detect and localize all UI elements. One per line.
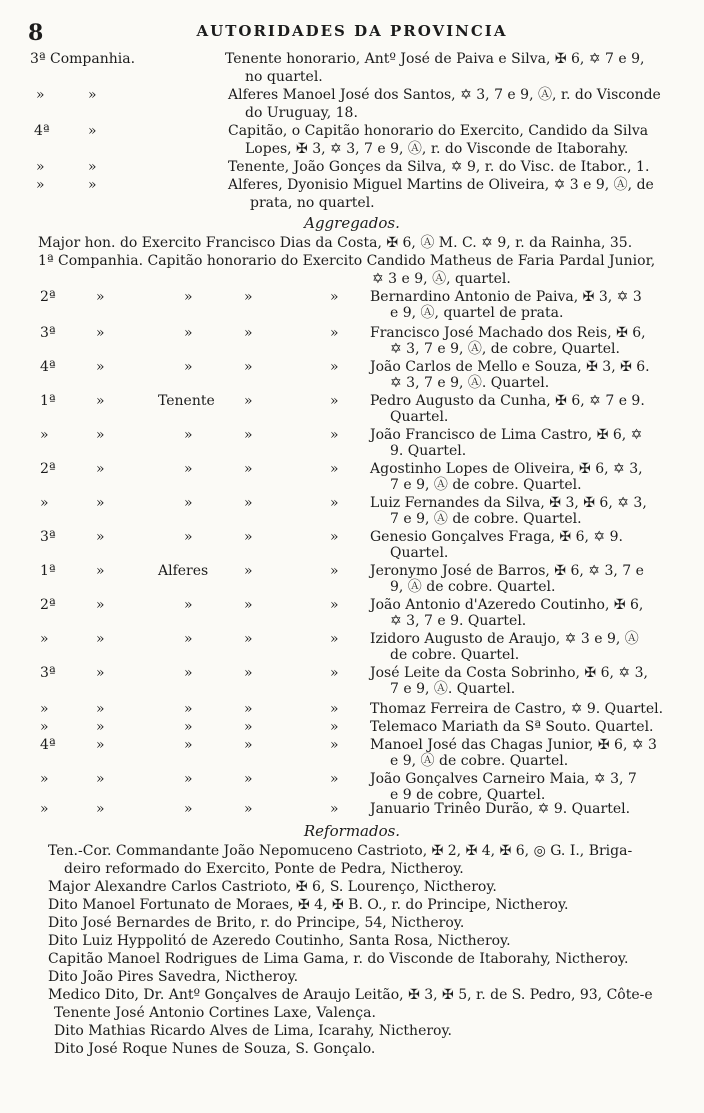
company-label: »: [36, 87, 45, 103]
company-label: »: [36, 177, 45, 193]
text-line: [0, 442, 704, 460]
ditto-mark: »: [244, 289, 253, 305]
entry-text: Thomaz Ferreira de Castro, ✡ 9. Quartel.: [370, 701, 664, 717]
text-line: [0, 176, 704, 194]
text-line: [0, 68, 704, 86]
ditto-mark: »: [96, 495, 105, 511]
entry-text: Major hon. do Exercito Francisco Dias da Costa, ✠ 6, Ⓐ M. C. ✡ 9, r. da Rainha, 35.: [38, 235, 633, 251]
ditto-mark: »: [184, 771, 193, 787]
ditto-mark: »: [244, 737, 253, 753]
entry-continuation: e 9 de cobre, Quartel.: [390, 787, 546, 803]
ditto-mark: »: [96, 427, 105, 443]
ditto-mark: »: [96, 289, 105, 305]
company-label: »: [40, 495, 49, 511]
entry-text: Telemaco Mariath da Sª Souto. Quartel.: [370, 719, 654, 735]
text-line: [0, 86, 704, 104]
ditto-mark: »: [88, 159, 97, 175]
text-line: [0, 234, 704, 252]
table-row: [0, 700, 704, 718]
text-line: [0, 252, 704, 270]
entry-text: Capitão, o Capitão honorario do Exercito, Candido da Silva: [228, 123, 649, 139]
entry-continuation: Lopes, ✠ 3, ✡ 3, 7 e 9, Ⓐ, r. do Visconde de Itaborahy.: [245, 141, 629, 157]
entry-text: Genesio Gonçalves Fraga, ✠ 6, ✡ 9.: [370, 529, 623, 545]
ditto-mark: »: [96, 801, 105, 817]
entry-continuation: 7 e 9, Ⓐ. Quartel.: [390, 681, 516, 697]
company-label: »: [40, 701, 49, 717]
ditto-mark: »: [184, 801, 193, 817]
text-line: [0, 860, 704, 878]
ditto-mark: »: [244, 631, 253, 647]
ditto-mark: »: [96, 563, 105, 579]
ditto-mark: »: [330, 289, 339, 305]
rank-label: Alferes: [158, 563, 209, 579]
text-line: [0, 194, 704, 212]
text-line: [0, 646, 704, 664]
text-line: [0, 896, 704, 914]
section-heading-aggregados: Aggregados.: [304, 214, 400, 232]
entry-text: João Carlos de Mello e Souza, ✠ 3, ✠ 6.: [370, 359, 650, 375]
ditto-mark: »: [244, 665, 253, 681]
ditto-mark: »: [330, 801, 339, 817]
entry-text: Bernardino Antonio de Paiva, ✠ 3, ✡ 3: [370, 289, 642, 305]
text-line: [0, 270, 704, 288]
ditto-mark: »: [184, 495, 193, 511]
ditto-mark: »: [96, 631, 105, 647]
company-label: 2ª: [40, 289, 56, 305]
entry-continuation: 9, Ⓐ de cobre. Quartel.: [390, 579, 556, 595]
entry-text: Medico Dito, Dr. Antº Gonçalves de Araujo Leitão, ✠ 3, ✠ 5, r. de S. Pedro, 93, Côte-e: [48, 987, 653, 1003]
ditto-mark: »: [184, 597, 193, 613]
entry-text: Dito Manoel Fortunato de Moraes, ✠ 4, ✠ B. O., r. do Principe, Nictheroy.: [48, 897, 569, 913]
entry-text: deiro reformado do Exercito, Ponte de Pedra, Nictheroy.: [64, 861, 464, 877]
entry-text: Major Alexandre Carlos Castrioto, ✠ 6, S. Lourenço, Nictheroy.: [48, 879, 497, 895]
ditto-mark: »: [184, 359, 193, 375]
text-line: [0, 408, 704, 426]
ditto-mark: »: [96, 461, 105, 477]
entry-continuation: 7 e 9, Ⓐ de cobre. Quartel.: [390, 511, 582, 527]
ditto-mark: »: [244, 771, 253, 787]
ditto-mark: »: [96, 529, 105, 545]
entry-text: João Gonçalves Carneiro Maia, ✡ 3, 7: [370, 771, 637, 787]
ditto-mark: »: [244, 359, 253, 375]
text-line: [0, 752, 704, 770]
ditto-mark: »: [184, 325, 193, 341]
company-label: »: [36, 159, 45, 175]
ditto-mark: »: [88, 177, 97, 193]
text-line: [0, 304, 704, 322]
ditto-mark: »: [330, 359, 339, 375]
text-line: [0, 374, 704, 392]
text-line: [0, 140, 704, 158]
entry-continuation: no quartel.: [245, 69, 323, 85]
entry-text: Luiz Fernandes da Silva, ✠ 3, ✠ 6, ✡ 3,: [370, 495, 647, 511]
section-heading-reformados: Reformados.: [303, 822, 401, 840]
ditto-mark: »: [330, 563, 339, 579]
entry-continuation: ✡ 3, 7 e 9, Ⓐ. Quartel.: [390, 375, 550, 391]
entry-text: Januario Trinêo Durão, ✡ 9. Quartel.: [370, 801, 631, 817]
company-label: »: [40, 631, 49, 647]
text-line: [0, 510, 704, 528]
entry-continuation: ✡ 3, 7 e 9, Ⓐ, de cobre, Quartel.: [390, 341, 620, 357]
ditto-mark: »: [330, 631, 339, 647]
entry-text: Francisco José Machado dos Reis, ✠ 6,: [370, 325, 646, 341]
running-title: AUTORIDADES DA PROVINCIA: [196, 22, 508, 40]
text-line: [0, 680, 704, 698]
ditto-mark: »: [244, 393, 253, 409]
ditto-mark: »: [244, 801, 253, 817]
entry-text: Jeronymo José de Barros, ✠ 6, ✡ 3, 7 e: [370, 563, 644, 579]
ditto-mark: »: [184, 719, 193, 735]
company-label: 3ª: [40, 665, 56, 681]
entry-text: João Francisco de Lima Castro, ✠ 6, ✡: [370, 427, 643, 443]
entry-continuation: ✡ 3 e 9, Ⓐ, quartel.: [372, 271, 511, 287]
ditto-mark: »: [330, 495, 339, 511]
ditto-mark: »: [184, 737, 193, 753]
entry-continuation: e 9, Ⓐ de cobre. Quartel.: [390, 753, 569, 769]
ditto-mark: »: [244, 427, 253, 443]
entry-continuation: e 9, Ⓐ, quartel de prata.: [390, 305, 564, 321]
entry-continuation: 7 e 9, Ⓐ de cobre. Quartel.: [390, 477, 582, 493]
ditto-mark: »: [96, 719, 105, 735]
ditto-mark: »: [330, 529, 339, 545]
ditto-mark: »: [96, 771, 105, 787]
ditto-mark: »: [96, 665, 105, 681]
ditto-mark: »: [184, 631, 193, 647]
entry-text: Alferes, Dyonisio Miguel Martins de Oliveira, ✡ 3 e 9, Ⓐ, de: [228, 177, 654, 193]
entry-text: Capitão Manoel Rodrigues de Lima Gama, r. do Visconde de Itaborahy, Nictheroy.: [48, 951, 629, 967]
ditto-mark: »: [244, 461, 253, 477]
company-label: 3ª: [40, 529, 56, 545]
ditto-mark: »: [184, 665, 193, 681]
text-line: [0, 1040, 704, 1058]
ditto-mark: »: [330, 719, 339, 735]
text-line: [0, 544, 704, 562]
entry-text: Dito João Pires Savedra, Nictheroy.: [48, 969, 299, 985]
entry-text: Dito Mathias Ricardo Alves de Lima, Icarahy, Nictheroy.: [54, 1023, 452, 1039]
text-line: [0, 104, 704, 122]
company-label: »: [40, 771, 49, 787]
entry-text: Dito José Bernardes de Brito, r. do Principe, 54, Nictheroy.: [48, 915, 465, 931]
text-line: [0, 476, 704, 494]
ditto-mark: »: [244, 597, 253, 613]
text-line: [0, 878, 704, 896]
ditto-mark: »: [96, 597, 105, 613]
table-row: [0, 800, 704, 818]
ditto-mark: »: [330, 701, 339, 717]
ditto-mark: »: [96, 359, 105, 375]
text-line: [0, 914, 704, 932]
text-line: [0, 50, 704, 68]
text-line: [0, 842, 704, 860]
entry-text: Tenente José Antonio Cortines Laxe, Valença.: [54, 1005, 376, 1021]
ditto-mark: »: [330, 771, 339, 787]
entry-text: Pedro Augusto da Cunha, ✠ 6, ✡ 7 e 9.: [370, 393, 645, 409]
page-header: [0, 18, 704, 44]
entry-text: Manoel José das Chagas Junior, ✠ 6, ✡ 3: [370, 737, 657, 753]
text-line: [0, 950, 704, 968]
company-label: 2ª: [40, 461, 56, 477]
ditto-mark: »: [184, 289, 193, 305]
entry-continuation: prata, no quartel.: [250, 195, 375, 211]
ditto-mark: »: [184, 529, 193, 545]
company-label: 3ª: [40, 325, 56, 341]
text-line: [0, 158, 704, 176]
text-line: [0, 1022, 704, 1040]
entry-text: João Antonio d'Azeredo Coutinho, ✠ 6,: [370, 597, 644, 613]
ditto-mark: »: [330, 665, 339, 681]
ditto-mark: »: [244, 719, 253, 735]
ditto-mark: »: [184, 427, 193, 443]
company-label: 2ª: [40, 597, 56, 613]
table-row: [0, 718, 704, 736]
ditto-mark: »: [330, 737, 339, 753]
company-label: 1ª: [40, 563, 56, 579]
entry-continuation: ✡ 3, 7 e 9. Quartel.: [390, 613, 527, 629]
entry-text: Tenente honorario, Antº José de Paiva e Silva, ✠ 6, ✡ 7 e 9,: [225, 51, 645, 67]
entry-text: 1ª Companhia. Capitão honorario do Exercito Candido Matheus de Faria Pardal Junior,: [38, 253, 656, 269]
entry-continuation: Quartel.: [390, 409, 449, 425]
company-label: 3ª Companhia.: [30, 51, 136, 67]
ditto-mark: »: [330, 461, 339, 477]
text-line: [0, 578, 704, 596]
ditto-mark: »: [88, 123, 97, 139]
text-line: [0, 986, 704, 1004]
company-label: 4ª: [40, 737, 56, 753]
text-line: [0, 932, 704, 950]
text-line: [0, 340, 704, 358]
text-line: [0, 122, 704, 140]
ditto-mark: »: [330, 597, 339, 613]
ditto-mark: »: [244, 495, 253, 511]
company-label: »: [40, 801, 49, 817]
ditto-mark: »: [184, 701, 193, 717]
entry-text: Alferes Manoel José dos Santos, ✡ 3, 7 e 9, Ⓐ, r. do Visconde: [228, 87, 661, 103]
ditto-mark: »: [330, 427, 339, 443]
rank-label: Tenente: [158, 393, 215, 409]
ditto-mark: »: [184, 461, 193, 477]
text-line: [0, 1004, 704, 1022]
entry-text: Tenente, João Gonçes da Silva, ✡ 9, r. do Visc. de Itabor., 1.: [228, 159, 650, 175]
company-label: »: [40, 719, 49, 735]
ditto-mark: »: [244, 563, 253, 579]
ditto-mark: »: [244, 701, 253, 717]
ditto-mark: »: [330, 393, 339, 409]
page-number: 8: [28, 20, 44, 46]
company-label: 1ª: [40, 393, 56, 409]
company-label: 4ª: [40, 359, 56, 375]
ditto-mark: »: [244, 529, 253, 545]
entry-continuation: de cobre. Quartel.: [390, 647, 520, 663]
entry-text: Ten.-Cor. Commandante João Nepomuceno Castrioto, ✠ 2, ✠ 4, ✠ 6, ◎ G. I., Briga-: [48, 843, 633, 859]
ditto-mark: »: [96, 393, 105, 409]
company-label: 4ª: [34, 123, 50, 139]
text-line: [0, 612, 704, 630]
entry-continuation: Quartel.: [390, 545, 449, 561]
entry-text: Dito José Roque Nunes de Souza, S. Gonçalo.: [54, 1041, 376, 1057]
company-label: »: [40, 427, 49, 443]
entry-continuation: do Uruguay, 18.: [245, 105, 358, 121]
entry-text: José Leite da Costa Sobrinho, ✠ 6, ✡ 3,: [370, 665, 648, 681]
ditto-mark: »: [96, 325, 105, 341]
ditto-mark: »: [330, 325, 339, 341]
entry-text: Dito Luiz Hyppolitó de Azeredo Coutinho, Santa Rosa, Nictheroy.: [48, 933, 511, 949]
ditto-mark: »: [96, 701, 105, 717]
ditto-mark: »: [244, 325, 253, 341]
ditto-mark: »: [96, 737, 105, 753]
ditto-mark: »: [88, 87, 97, 103]
entry-text: Izidoro Augusto de Araujo, ✡ 3 e 9, Ⓐ: [370, 631, 639, 647]
entry-continuation: 9. Quartel.: [390, 443, 467, 459]
entry-text: Agostinho Lopes de Oliveira, ✠ 6, ✡ 3,: [370, 461, 643, 477]
text-line: [0, 968, 704, 986]
